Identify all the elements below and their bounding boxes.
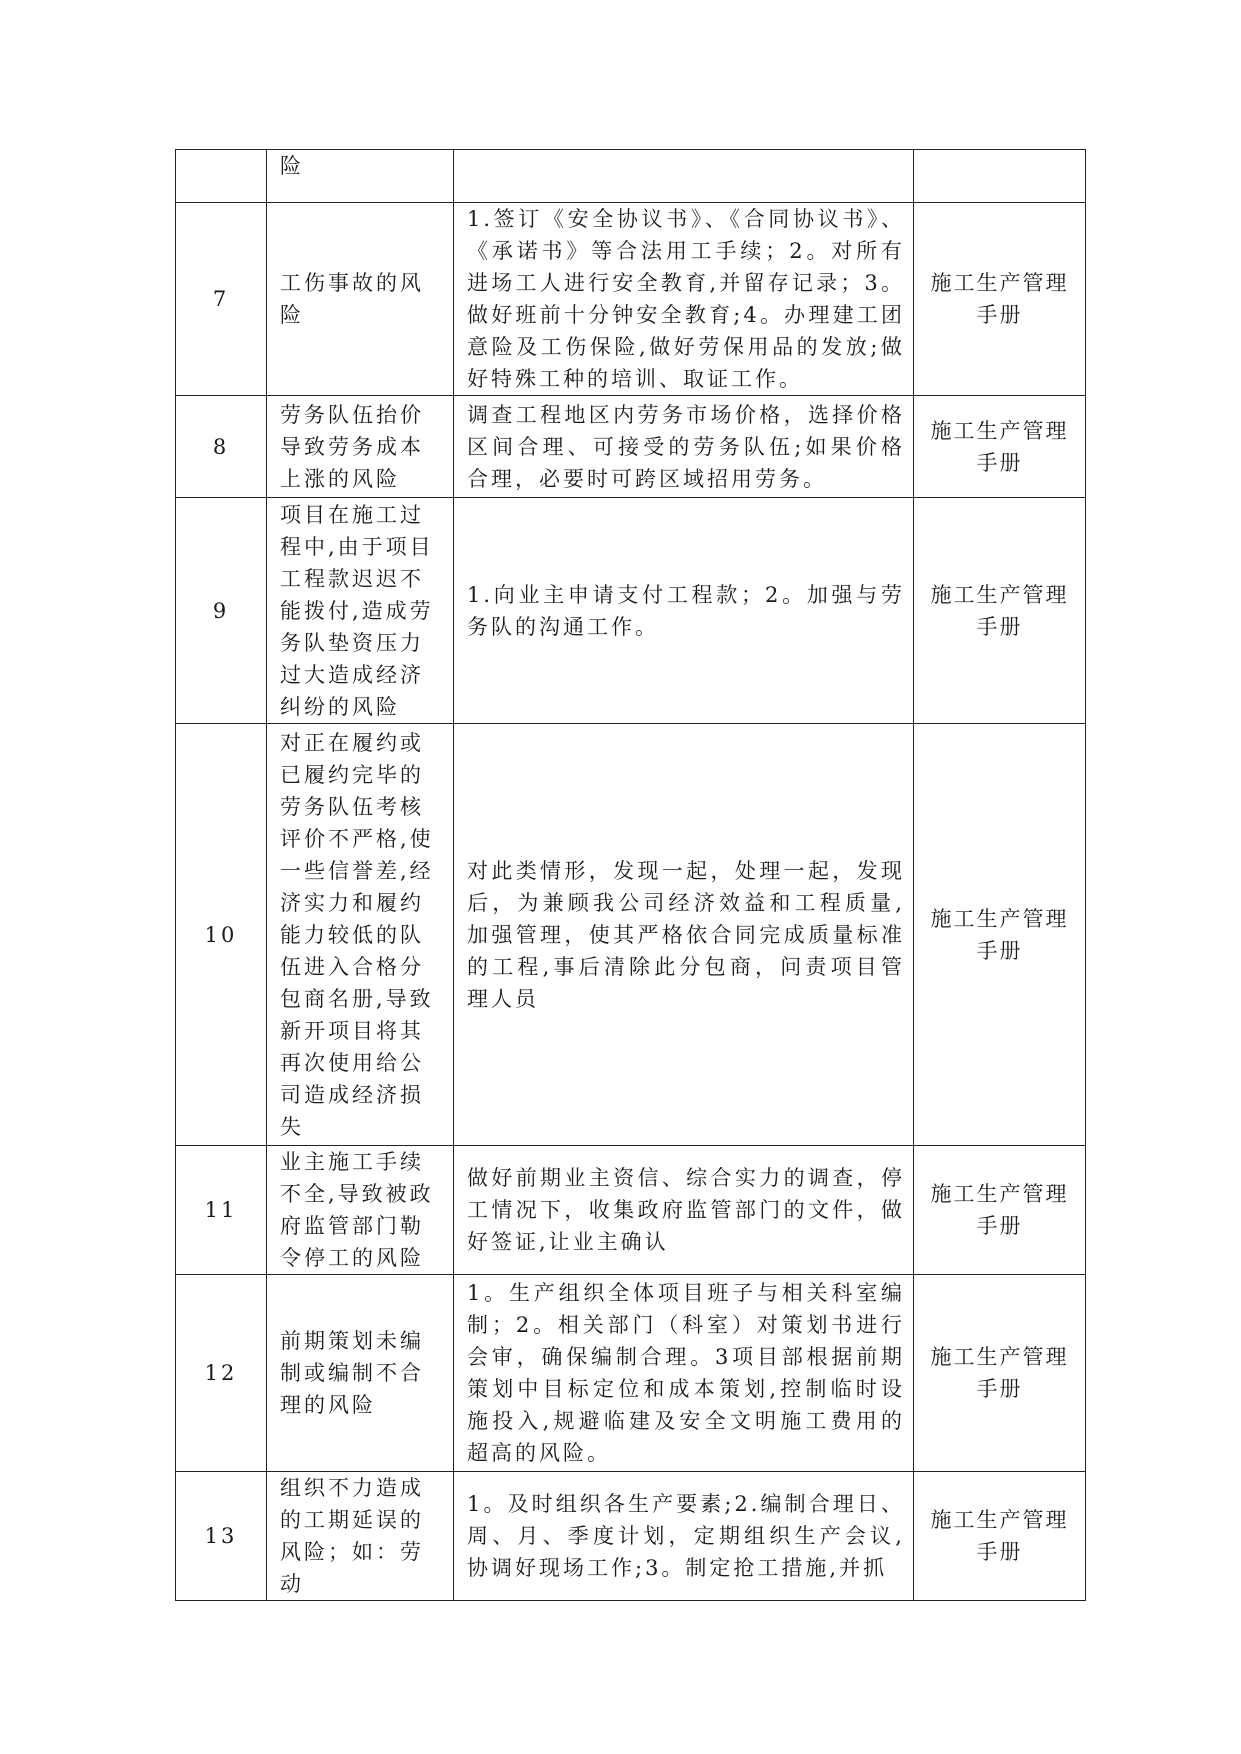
table-row bbox=[176, 150, 1086, 203]
risk-cell: 劳务队伍抬价导致劳务成本上涨的风险 bbox=[267, 396, 454, 498]
table-row bbox=[176, 203, 1086, 396]
measures-cell: 1。生产组织全体项目班子与相关科室编制；2。相关部门（科室）对策划书进行会审，确保编制合理。3项目部根据前期策划中目标定位和成本策划,控制临时设施投入,规避临建及安全文明施工费用的超高的风险。 bbox=[454, 1275, 914, 1472]
row-number: 13 bbox=[176, 1472, 267, 1601]
risk-cell: 业主施工手续不全,导致被政府监管部门勒令停工的风险 bbox=[267, 1146, 454, 1275]
table-row bbox=[176, 396, 1086, 498]
measures-cell: 对此类情形，发现一起，处理一起，发现后，为兼顾我公司经济效益和工程质量,加强管理，使其严格依合同完成质量标准的工程,事后清除此分包商，问责项目管理人员 bbox=[454, 724, 914, 1146]
table-row bbox=[176, 1275, 1086, 1472]
risk-table bbox=[175, 149, 1086, 1601]
table-row bbox=[176, 498, 1086, 724]
measures-cell: 1.向业主申请支付工程款；2。加强与劳务队的沟通工作。 bbox=[454, 498, 914, 724]
measures-cell: 1.签订《安全协议书》、《合同协议书》、《承诺书》等合法用工手续；2。对所有进场工人进行安全教育,并留存记录；3。做好班前十分钟安全教育;4。办理建工团意险及工伤保险,做好劳保用品的发放;做好特殊工种的培训、取证工作。 bbox=[454, 203, 914, 396]
risk-cell: 组织不力造成的工期延误的风险；如：劳动 bbox=[267, 1472, 454, 1601]
source-cell: 施工生产管理手册 bbox=[914, 1275, 1086, 1472]
table-row bbox=[176, 1472, 1086, 1601]
risk-cell: 对正在履约或已履约完毕的劳务队伍考核评价不严格,使一些信誉差,经济实力和履约能力较低的队伍进入合格分包商名册,导致新开项目将其再次使用给公司造成经济损失 bbox=[267, 724, 454, 1146]
risk-cell: 险 bbox=[267, 150, 454, 203]
row-number: 12 bbox=[176, 1275, 267, 1472]
table-row bbox=[176, 1146, 1086, 1275]
measures-cell bbox=[454, 150, 914, 203]
row-number: 10 bbox=[176, 724, 267, 1146]
row-number bbox=[176, 150, 267, 203]
measures-cell: 做好前期业主资信、综合实力的调查，停工情况下，收集政府监管部门的文件，做好签证,让业主确认 bbox=[454, 1146, 914, 1275]
risk-cell: 项目在施工过程中,由于项目工程款迟迟不能拨付,造成劳务队垫资压力过大造成经济纠纷的风险 bbox=[267, 498, 454, 724]
row-number: 8 bbox=[176, 396, 267, 498]
source-cell: 施工生产管理手册 bbox=[914, 498, 1086, 724]
source-cell bbox=[914, 150, 1086, 203]
source-cell: 施工生产管理手册 bbox=[914, 1472, 1086, 1601]
source-cell: 施工生产管理手册 bbox=[914, 1146, 1086, 1275]
row-number: 7 bbox=[176, 203, 267, 396]
row-number: 9 bbox=[176, 498, 267, 724]
source-cell: 施工生产管理手册 bbox=[914, 724, 1086, 1146]
row-number: 11 bbox=[176, 1146, 267, 1275]
risk-cell: 工伤事故的风险 bbox=[267, 203, 454, 396]
risk-cell: 前期策划未编制或编制不合理的风险 bbox=[267, 1275, 454, 1472]
table-row bbox=[176, 724, 1086, 1146]
measures-cell: 1。及时组织各生产要素;2.编制合理日、周、月、季度计划，定期组织生产会议,协调好现场工作;3。制定抢工措施,并抓 bbox=[454, 1472, 914, 1601]
source-cell: 施工生产管理手册 bbox=[914, 203, 1086, 396]
source-cell: 施工生产管理手册 bbox=[914, 396, 1086, 498]
measures-cell: 调查工程地区内劳务市场价格，选择价格区间合理、可接受的劳务队伍;如果价格合理，必要时可跨区域招用劳务。 bbox=[454, 396, 914, 498]
